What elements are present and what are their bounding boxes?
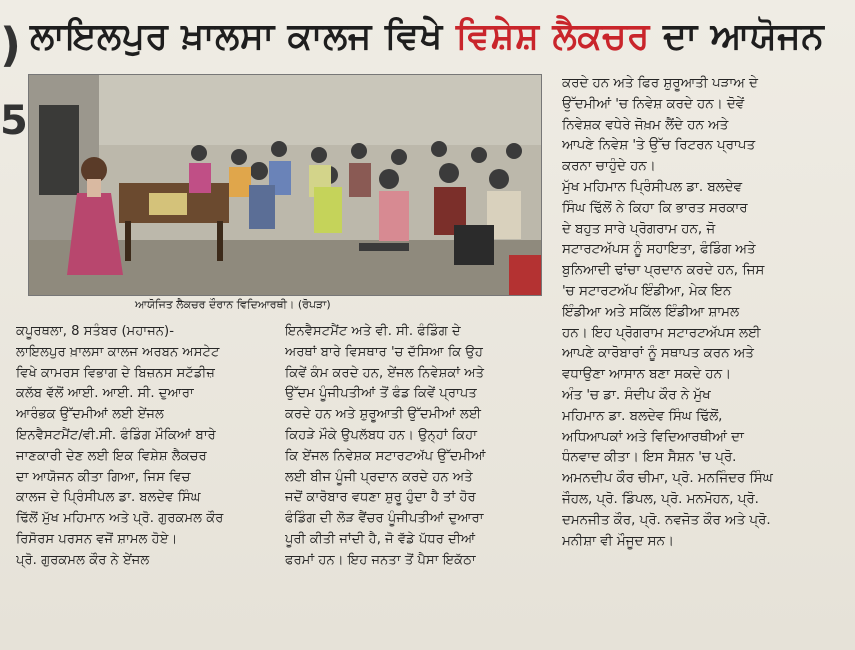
text-line: ਲਈ ਬੀਜ ਪੂੰਜੀ ਪ੍ਰਦਾਨ ਕਰਦੇ ਹਨ ਅਤੇ bbox=[285, 469, 473, 485]
text-line: ਲਾਇਲਪੁਰ ਖ਼ਾਲਸਾ ਕਾਲਜ ਅਰਬਨ ਅਸਟੇਟ bbox=[16, 344, 220, 360]
text-line: 'ਚ ਸਟਾਰਟਅੱਪ ਇੰਡੀਆ, ਮੇਕ ਇਨ bbox=[562, 283, 732, 299]
article-column-2 bbox=[285, 322, 547, 647]
text-line: ਸਿੰਘ ਢਿੱਲੋਂ ਨੇ ਕਿਹਾ ਕਿ ਭਾਰਤ ਸਰਕਾਰ bbox=[562, 200, 748, 216]
article-column-3 bbox=[562, 74, 844, 646]
text-line: ਮਹਿਮਾਨ ਡਾ. ਬਲਦੇਵ ਸਿੰਘ ਢਿੱਲੋਂ, bbox=[562, 408, 723, 424]
article-headline bbox=[30, 6, 840, 68]
text-line: ਕਾਲਜ ਦੇ ਪ੍ਰਿੰਸੀਪਲ ਡਾ. ਬਲਦੇਵ ਸਿੰਘ bbox=[16, 490, 201, 506]
text-line: ਧੰਨਵਾਦ ਕੀਤਾ। ਇਸ ਸੈਸ਼ਨ 'ਚ ਪ੍ਰੋ. bbox=[562, 450, 737, 466]
text-line: ਜਦੋਂ ਕਾਰੋਬਾਰ ਵਧਣਾ ਸ਼ੁਰੂ ਹੁੰਦਾ ਹੈ ਤਾਂ ਹੋਰ bbox=[285, 490, 476, 506]
text-line: ਦਮਨਜੀਤ ਕੌਰ, ਪ੍ਰੋ. ਨਵਜੋਤ ਕੌਰ ਅਤੇ ਪ੍ਰੋ. bbox=[562, 512, 771, 528]
text-line: ਕਪੂਰਥਲਾ, 8 ਸਤੰਬਰ (ਮਹਾਜਨ)- bbox=[16, 324, 174, 339]
text-line: ਜੌਹਲ, ਪ੍ਰੋ. ਡਿੰਪਲ, ਪ੍ਰੋ. ਮਨਮੋਹਨ, ਪ੍ਰੋ. bbox=[562, 491, 759, 507]
text-line: ਅਰਥਾਂ ਬਾਰੇ ਵਿਸਥਾਰ 'ਚ ਦੱਸਿਆ ਕਿ ਉਹ bbox=[285, 344, 484, 360]
text-line: ਉੱਦਮ ਪੂੰਜੀਪਤੀਆਂ ਤੋਂ ਫੰਡ ਕਿਵੇਂ ਪ੍ਰਾਪਤ bbox=[285, 386, 477, 402]
text-line: ਨਿਵੇਸ਼ਕ ਵਧੇਰੇ ਜੋਖ਼ਮ ਲੈਂਦੇ ਹਨ ਅਤੇ bbox=[562, 117, 729, 133]
text-line: ਸਟਾਰਟਅੱਪਸ ਨੂੰ ਸਹਾਇਤਾ, ਫੰਡਿੰਗ ਅਤੇ bbox=[562, 242, 756, 258]
text-line: ਕਰਦੇ ਹਨ ਅਤੇ ਸ਼ੁਰੂਆਤੀ ਉੱਦਮੀਆਂ ਲਈ bbox=[285, 407, 482, 423]
text-line: ਆਪਣੇ ਨਿਵੇਸ਼ 'ਤੇ ਉੱਚ ਰਿਟਰਨ ਪ੍ਰਾਪਤ bbox=[562, 138, 756, 154]
text-line: ਕਿਵੇਂ ਕੰਮ ਕਰਦੇ ਹਨ, ਏਂਜਲ ਨਿਵੇਸ਼ਕਾਂ ਅਤੇ bbox=[285, 365, 485, 381]
text-line: ਆਰੰਭਕ ਉੱਦਮੀਆਂ ਲਈ ਏਂਜਲ bbox=[16, 407, 164, 423]
text-line: ਦਾ ਆਯੋਜਨ ਕੀਤਾ ਗਿਆ, ਜਿਸ ਵਿਚ bbox=[16, 469, 191, 485]
text-line: ਕਿਹੜੇ ਮੌਕੇ ਉਪਲੱਬਧ ਹਨ। ਉਨ੍ਹਾਂ ਕਿਹਾ bbox=[285, 427, 478, 443]
text-line: ਰਿਸੋਰਸ ਪਰਸਨ ਵਜੋਂ ਸ਼ਾਮਲ ਹੋਏ। bbox=[16, 531, 178, 547]
text-line: ਵਧਾਉਣਾ ਆਸਾਨ ਬਣਾ ਸਕਦੇ ਹਨ। bbox=[562, 367, 732, 383]
text-line: ਪੂਰੀ ਕੀਤੀ ਜਾਂਦੀ ਹੈ, ਜੋ ਵੱਡੇ ਪੱਧਰ ਦੀਆਂ bbox=[285, 531, 476, 547]
text-line: ਹਨ। ਇਹ ਪ੍ਰੋਗਰਾਮ ਸਟਾਰਟਅੱਪਸ ਲਈ bbox=[562, 325, 761, 341]
text-line: ਕਰਦੇ ਹਨ ਅਤੇ ਫਿਰ ਸ਼ੁਰੂਆਤੀ ਪੜਾਅ ਦੇ bbox=[562, 76, 758, 91]
text-line: ਮਨੀਸ਼ਾ ਵੀ ਮੌਜੂਦ ਸਨ। bbox=[562, 533, 674, 549]
text-line: ਉੱਦਮੀਆਂ 'ਚ ਨਿਵੇਸ਼ ਕਰਦੇ ਹਨ। ਦੋਵੇਂ bbox=[562, 96, 745, 112]
text-line: ਅਧਿਆਪਕਾਂ ਅਤੇ ਵਿਦਿਆਰਥੀਆਂ ਦਾ bbox=[562, 429, 744, 445]
text-line: ਕਲੱਬ ਵੱਲੋਂ ਆਈ. ਆਈ. ਸੀ. ਦੁਆਰਾ bbox=[16, 386, 194, 402]
lecture-photo bbox=[28, 74, 542, 296]
text-line: ਅੰਤ 'ਚ ਡਾ. ਸੰਦੀਪ ਕੌਰ ਨੇ ਮੁੱਖ bbox=[562, 387, 711, 403]
text-line: ਇੰਡੀਆ ਅਤੇ ਸਕਿੱਲ ਇੰਡੀਆ ਸ਼ਾਮਲ bbox=[562, 304, 740, 320]
text-line: ਦੇ ਬਹੁਤ ਸਾਰੇ ਪ੍ਰੋਗਰਾਮ ਹਨ, ਜੋ bbox=[562, 221, 716, 237]
cropped-edge-glyph: ) bbox=[0, 18, 22, 72]
classroom-scene bbox=[29, 75, 541, 295]
text-line: ਕਿ ਏਂਜਲ ਨਿਵੇਸ਼ਕ ਸਟਾਰਟਅੱਪ ਉੱਦਮੀਆਂ bbox=[285, 448, 486, 464]
text-line: ਅਮਨਦੀਪ ਕੌਰ ਚੀਮਾ, ਪ੍ਰੋ. ਮਨਜਿੰਦਰ ਸਿੰਘ bbox=[562, 471, 773, 487]
text-line: ਵਿਖੇ ਕਾਮਰਸ ਵਿਭਾਗ ਦੇ ਬਿਜ਼ਨਸ ਸਟੱਡੀਜ਼ bbox=[16, 365, 215, 381]
text-line: ਫਰਮਾਂ ਹਨ। ਇਹ ਜਨਤਾ ਤੋਂ ਪੈਸਾ ਇਕੱਠਾ bbox=[285, 552, 476, 568]
text-line: ਬੁਨਿਆਦੀ ਢਾਂਚਾ ਪ੍ਰਦਾਨ ਕਰਦੇ ਹਨ, ਜਿਸ bbox=[562, 263, 765, 279]
text-line: ਕਰਨਾ ਚਾਹੁੰਦੇ ਹਨ। bbox=[562, 159, 656, 175]
headline-part-1: ਲਾਇਲਪੁਰ ਖ਼ਾਲਸਾ ਕਾਲਜ ਵਿਖੇ bbox=[30, 16, 456, 57]
article-column-1 bbox=[16, 322, 278, 647]
text-line: ਮੁੱਖ ਮਹਿਮਾਨ ਪ੍ਰਿੰਸੀਪਲ ਡਾ. ਬਲਦੇਵ bbox=[562, 179, 743, 195]
text-line: ਪ੍ਰੋ. ਗੁਰਕਮਲ ਕੌਰ ਨੇ ਏਂਜਲ bbox=[16, 552, 150, 568]
text-line: ਆਪਣੇ ਕਾਰੋਬਾਰਾਂ ਨੂੰ ਸਥਾਪਤ ਕਰਨ ਅਤੇ bbox=[562, 346, 754, 362]
text-line: ਇਨਵੈਸਟਮੈਂਟ ਅਤੇ ਵੀ. ਸੀ. ਫੰਡਿੰਗ ਦੇ bbox=[285, 324, 461, 339]
headline-part-3: ਦਾ ਆਯੋਜਨ bbox=[649, 16, 825, 57]
text-line: ਇਨਵੈਸਟਮੈਂਟ/ਵੀ.ਸੀ. ਫੰਡਿੰਗ ਮੌਕਿਆਂ ਬਾਰੇ bbox=[16, 427, 216, 443]
headline-highlight: ਵਿਸ਼ੇਸ਼ ਲੈਕਚਰ bbox=[455, 16, 650, 57]
text-line: ਫੰਡਿੰਗ ਦੀ ਲੋੜ ਵੈਂਚਰ ਪੂੰਜੀਪਤੀਆਂ ਦੁਆਰਾ bbox=[285, 511, 484, 527]
cropped-edge-glyph-2: 5 bbox=[0, 98, 28, 144]
text-line: ਜਾਣਕਾਰੀ ਦੇਣ ਲਈ ਇਕ ਵਿਸ਼ੇਸ਼ ਲੈਕਚਰ bbox=[16, 448, 207, 464]
photo-caption: ਆਯੋਜਿਤ ਲੈਕਚਰ ਦੌਰਾਨ ਵਿਦਿਆਰਥੀ। (ਰੋਪੜਾ) bbox=[135, 298, 331, 311]
text-line: ਢਿੱਲੋਂ ਮੁੱਖ ਮਹਿਮਾਨ ਅਤੇ ਪ੍ਰੋ. ਗੁਰਕਮਲ ਕੌਰ bbox=[16, 511, 224, 527]
